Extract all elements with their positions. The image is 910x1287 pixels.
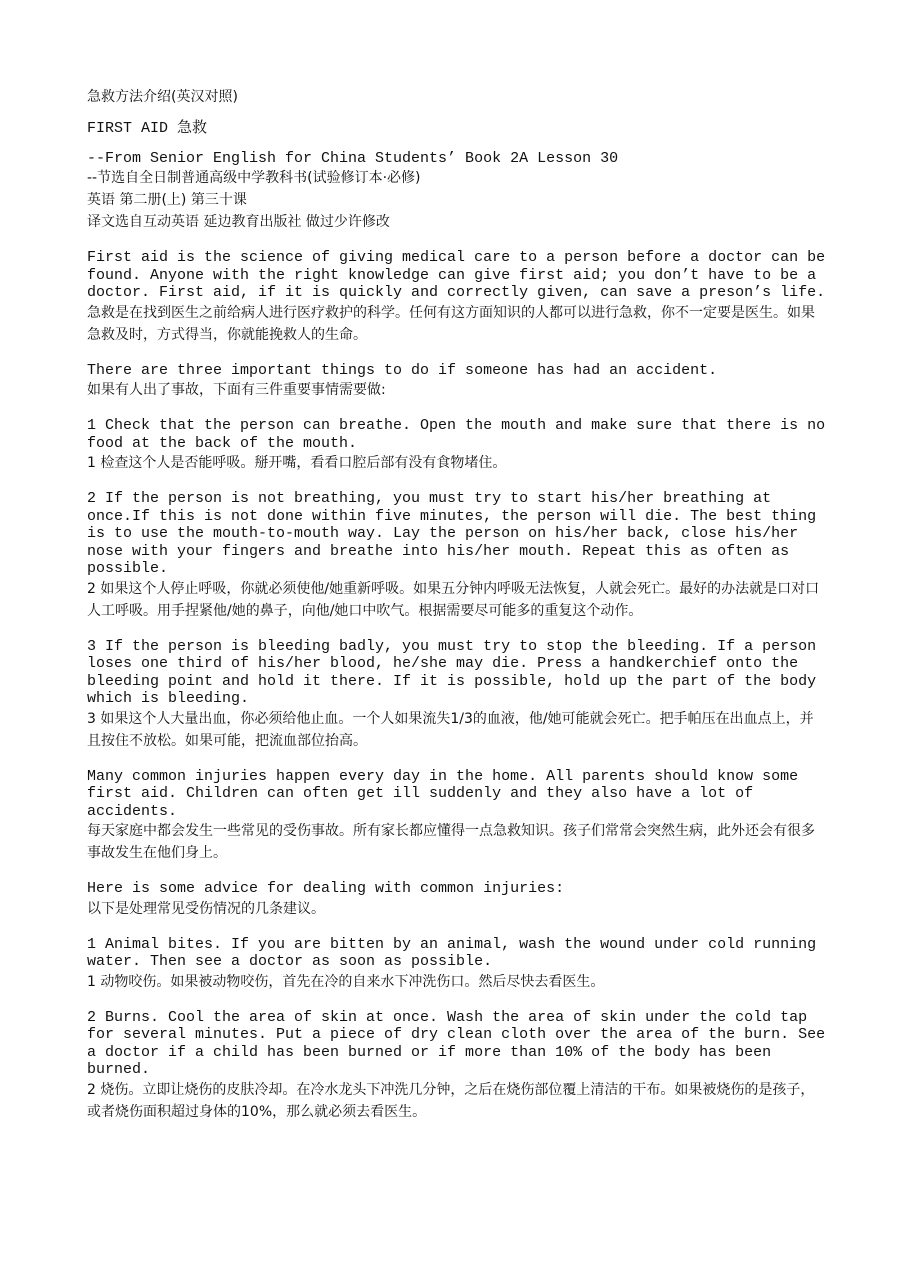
paragraph-8 xyxy=(87,936,827,993)
paragraph-en: 2 Burns. Cool the area of skin at once. Wash the area of skin under the cold tap for several minutes. Put a piece of dry clean cloth over the area of the burn. See a doctor if a child has been burned or if more than 10% of the body has been burned. xyxy=(87,1008,835,1078)
paragraph-zh: 2 如果这个人停止呼吸，你就必须使他/她重新呼吸。如果五分钟内呼吸无法恢复，人就会死亡。最好的办法就是口对口人工呼吸。用手捏紧他/她的鼻子，向他/她口中吹气。根据需要尽可能多的重复这个动作。 xyxy=(87,580,820,619)
paragraph-zh: 1 检查这个人是否能呼吸。掰开嘴，看看口腔后部有没有食物堵住。 xyxy=(87,455,507,471)
paragraph-en: 1 Animal bites. If you are bitten by an animal, wash the wound under cold running water. Then see a doctor as soon as possible. xyxy=(87,935,826,970)
paragraph-en: Here is some advice for dealing with common injuries: xyxy=(87,880,565,897)
paragraph-zh: 急救是在找到医生之前给病人进行医疗救护的科学。任何有这方面知识的人都可以进行急救，你不一定要是医生。如果急救及时，方式得当，你就能挽救人的生命。 xyxy=(87,304,815,343)
source-line-1: --From Senior English for China Students’ Book 2A Lesson 30 xyxy=(87,149,619,167)
paragraph-2 xyxy=(87,362,827,402)
source-line-2: --节选自全日制普通高级中学教科书(试验修订本·必修) xyxy=(87,170,421,186)
source-line-3: 英语 第二册(上) 第三十课 xyxy=(87,192,247,208)
paragraph-4 xyxy=(87,490,827,622)
source-line-4: 译文选自互动英语 延边教育出版社 做过少许修改 xyxy=(87,214,390,230)
document-page xyxy=(87,86,835,1123)
paragraph-zh: 每天家庭中都会发生一些常见的受伤事故。所有家长都应懂得一点急救知识。孩子们常常会突然生病，此外还会有很多事故发生在他们身上。 xyxy=(87,823,815,861)
paragraph-en: Many common injuries happen every day in the home. All parents should know some first aid. Children can often get ill suddenly and they also have a lot of accidents. xyxy=(87,767,808,820)
paragraph-1 xyxy=(87,249,835,346)
doc-subtitle: FIRST AID 急救 xyxy=(87,120,208,137)
paragraph-zh: 3 如果这个人大量出血，你必须给他止血。一个人如果流失1/3的血液，他/她可能就会死亡。把手帕压在出血点上，并且按住不放松。如果可能，把流血部位抬高。 xyxy=(87,710,814,749)
paragraph-en: 1 Check that the person can breathe. Open the mouth and make sure that there is no food at the back of the mouth. xyxy=(87,417,835,452)
paragraph-zh: 1 动物咬伤。如果被动物咬伤，首先在冷的自来水下冲洗伤口。然后尽快去看医生。 xyxy=(87,973,605,990)
paragraph-zh: 以下是处理常见受伤情况的几条建议。 xyxy=(87,900,325,917)
paragraph-zh: 2 烧伤。立即让烧伤的皮肤冷却。在冷水龙头下冲洗几分钟，之后在烧伤部位覆上清洁的干布。如果被烧伤的是孩子，或者烧伤面积超过身体的10%，那么就必须去看医生。 xyxy=(87,1081,815,1120)
paragraph-5 xyxy=(87,638,827,752)
paragraph-en: First aid is the science of giving medical care to a person before a doctor can be found. Anyone with the right knowledge can give first aid; you don’t have to be a doctor. First aid, if it is quickly and correctly given, can save a preson’s life. xyxy=(87,249,835,301)
paragraph-en: 3 If the person is bleeding badly, you must try to stop the bleeding. If a person loses one third of his/her blood, he/she may die. Press a handkerchief onto the bleeding point and hold it there. If it is possible, hold up the part of the body which is bleeding. xyxy=(87,637,826,707)
paragraph-6 xyxy=(87,768,827,865)
paragraph-en: 2 If the person is not breathing, you must try to start his/her breathing at once.If this is not done within five minutes, the person will die. The best thing is to use the mouth-to-mouth way. Lay the person on his/her back, close his/her nose with your fingers and breathe into his/her mouth. Repeat this as often as possible. xyxy=(87,490,826,577)
source-block xyxy=(87,150,827,234)
paragraph-zh: 如果有人出了事故，下面有三件重要事情需要做: xyxy=(87,382,386,398)
paragraph-3 xyxy=(87,417,835,474)
paragraph-en: There are three important things to do if someone has had an accident. xyxy=(87,361,718,379)
paragraph-7 xyxy=(87,880,827,920)
doc-title: 急救方法介绍(英汉对照) xyxy=(87,89,238,105)
paragraph-9 xyxy=(87,1008,835,1123)
